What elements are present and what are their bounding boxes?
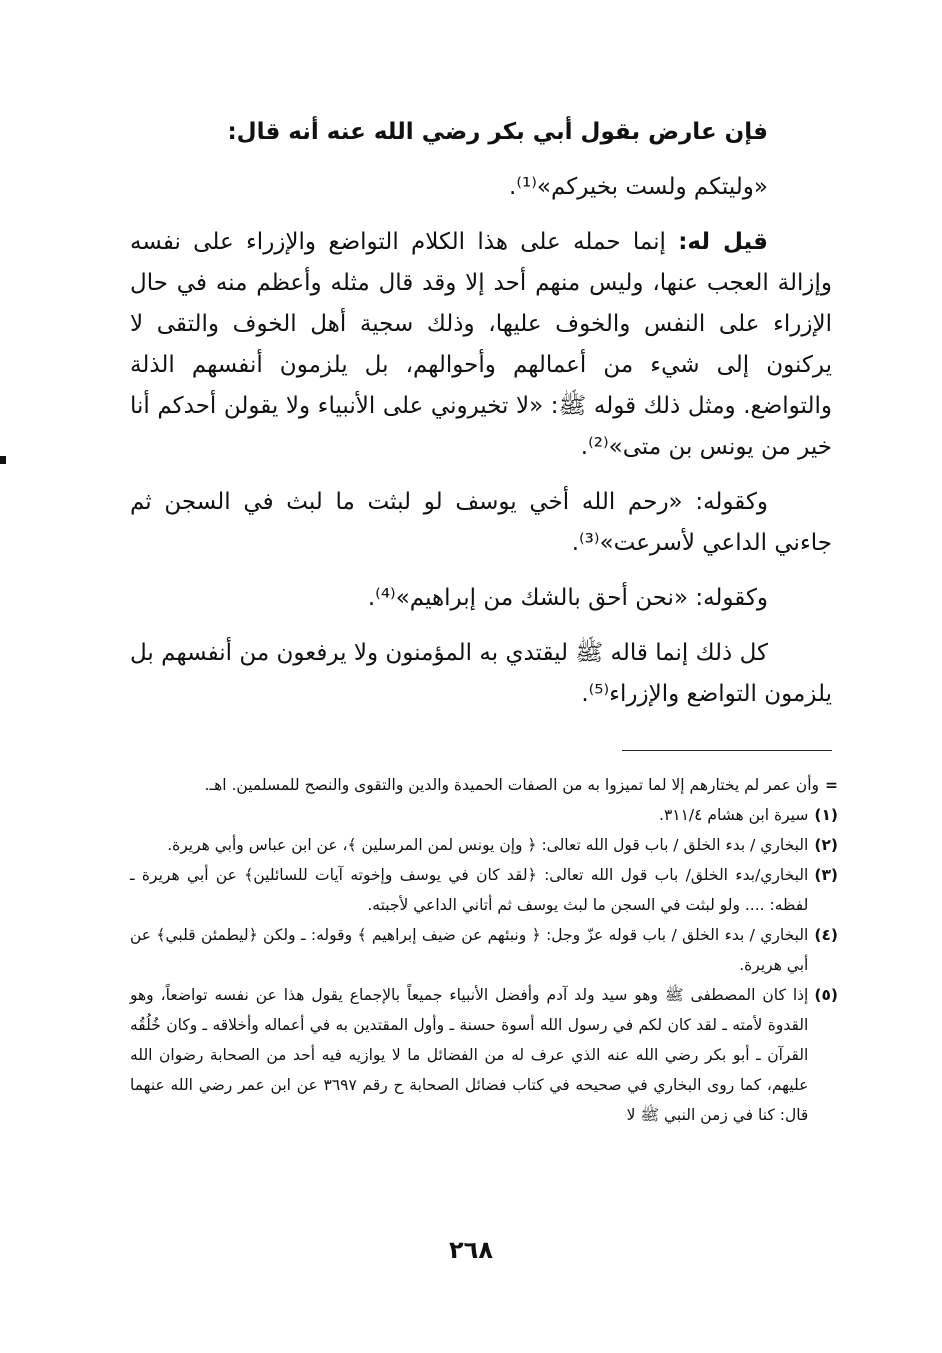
footnote-text: وأن عمر لم يختارهم إلا لما تميزوا به من الصفات الحميدة والدين والتقوى والنصح للمسلمين. اهـ. (204, 776, 819, 794)
footnote-5 (130, 980, 838, 1130)
footnote-text: سيرة ابن هشام ٣١١/٤. (659, 806, 809, 824)
footnote-1 (130, 800, 838, 830)
footnote-continued (130, 770, 838, 800)
footnote-2 (130, 830, 838, 860)
footnote-number: (٤) (814, 926, 838, 944)
footnote-separator (622, 750, 832, 751)
paragraph-hadith-ibrahim: وكقوله: «نحن أحق بالشك من إبراهيم»⁽⁴⁾. (367, 585, 768, 611)
main-text (130, 112, 832, 729)
footnote-number: (٣) (814, 866, 838, 884)
paragraph-response (130, 222, 832, 468)
paragraph-quote-abu-bakr: «وليتكم ولست بخيركم»⁽¹⁾. (509, 174, 768, 200)
footnote-number: (١) (814, 806, 838, 824)
scan-edge-mark (0, 456, 6, 464)
footnote-text: البخاري/بدء الخلق/ باب قول الله تعالى: ﴿لقد كان في يوسف وإخوته آيات للسائلين﴾ عن أبي هريرة ـ لفظه: .... ولو لبثت في السجن ما لبث يوسف ثم أتاني الداعي لأجبته. (130, 866, 809, 914)
response-body: إنما حمله على هذا الكلام التواضع والإزراء على نفسه وإزالة العجب عنها، وليس منهم أحد إلا وقد قال مثله وأعظم منه في حال الإزراء على النفس والخوف عليها، وذلك سجية أهل الخوف والتقى لا يركنون إلى شيء من أعمالهم وأحوالهم، بل يلزمون أنفسهم الذلة والتواضع. ومثل ذلك قوله ﷺ: «لا تخيروني على الأنبياء ولا يقولن أحدكم أنا خير من يونس بن متى»⁽²⁾. (130, 229, 832, 460)
footnote-text: إذا كان المصطفى ﷺ وهو سيد ولد آدم وأفضل الأنبياء جميعاً بالإجماع يقول هذا عن نفسه تواضعاً، وهو القدوة لأمته ـ لقد كان لكم في رسول الله أسوة حسنة ـ وأول المقتدين به في أعماله وأخلاقه ـ وكان خُلُقُه القرآن ـ أبو بكر رضي الله عنه الذي عرف له من الفضائل ما لا يوازيه فيه أحد من الصحابة رضوان الله عليهم، كما روى البخاري في صحيحه في كتاب فضائل الصحابة ح رقم ٣٦٩٧ عن ابن عمر رضي الله عنهما قال: كنا في زمن النبي ﷺ لا (130, 986, 809, 1124)
footnote-3 (130, 860, 838, 920)
paragraph-objection: فإن عارض بقول أبي بكر رضي الله عنه أنه قال: (227, 119, 768, 145)
page-number: ٢٦٨ (449, 1236, 493, 1264)
footnote-4 (130, 920, 838, 980)
footnote-number: (٢) (814, 836, 838, 854)
footnote-number: = (825, 776, 838, 794)
footnotes (130, 770, 838, 1130)
response-lead: قيل له: (678, 229, 768, 255)
paragraph-conclusion: كل ذلك إنما قاله ﷺ ليقتدي به المؤمنون ولا يرفعون من أنفسهم بل يلزمون التواضع والإزراء⁽⁵⁾. (130, 640, 832, 707)
footnote-text: البخاري / بدء الخلق / باب قوله عزّ وجل: ﴿ ونبئهم عن ضيف إبراهيم ﴾ وقوله: ـ ولكن ﴿ليطمئن قلبي﴾ عن أبي هريرة. (130, 926, 809, 974)
footnote-number: (٥) (814, 986, 838, 1004)
paragraph-hadith-yusuf: وكقوله: «رحم الله أخي يوسف لو لبثت ما لبث في السجن ثم جاءني الداعي لأسرعت»⁽³⁾. (130, 489, 832, 556)
footnote-text: البخاري / بدء الخلق / باب قول الله تعالى: ﴿ وإن يونس لمن المرسلين ﴾، عن ابن عباس وأبي هريرة. (167, 836, 809, 854)
